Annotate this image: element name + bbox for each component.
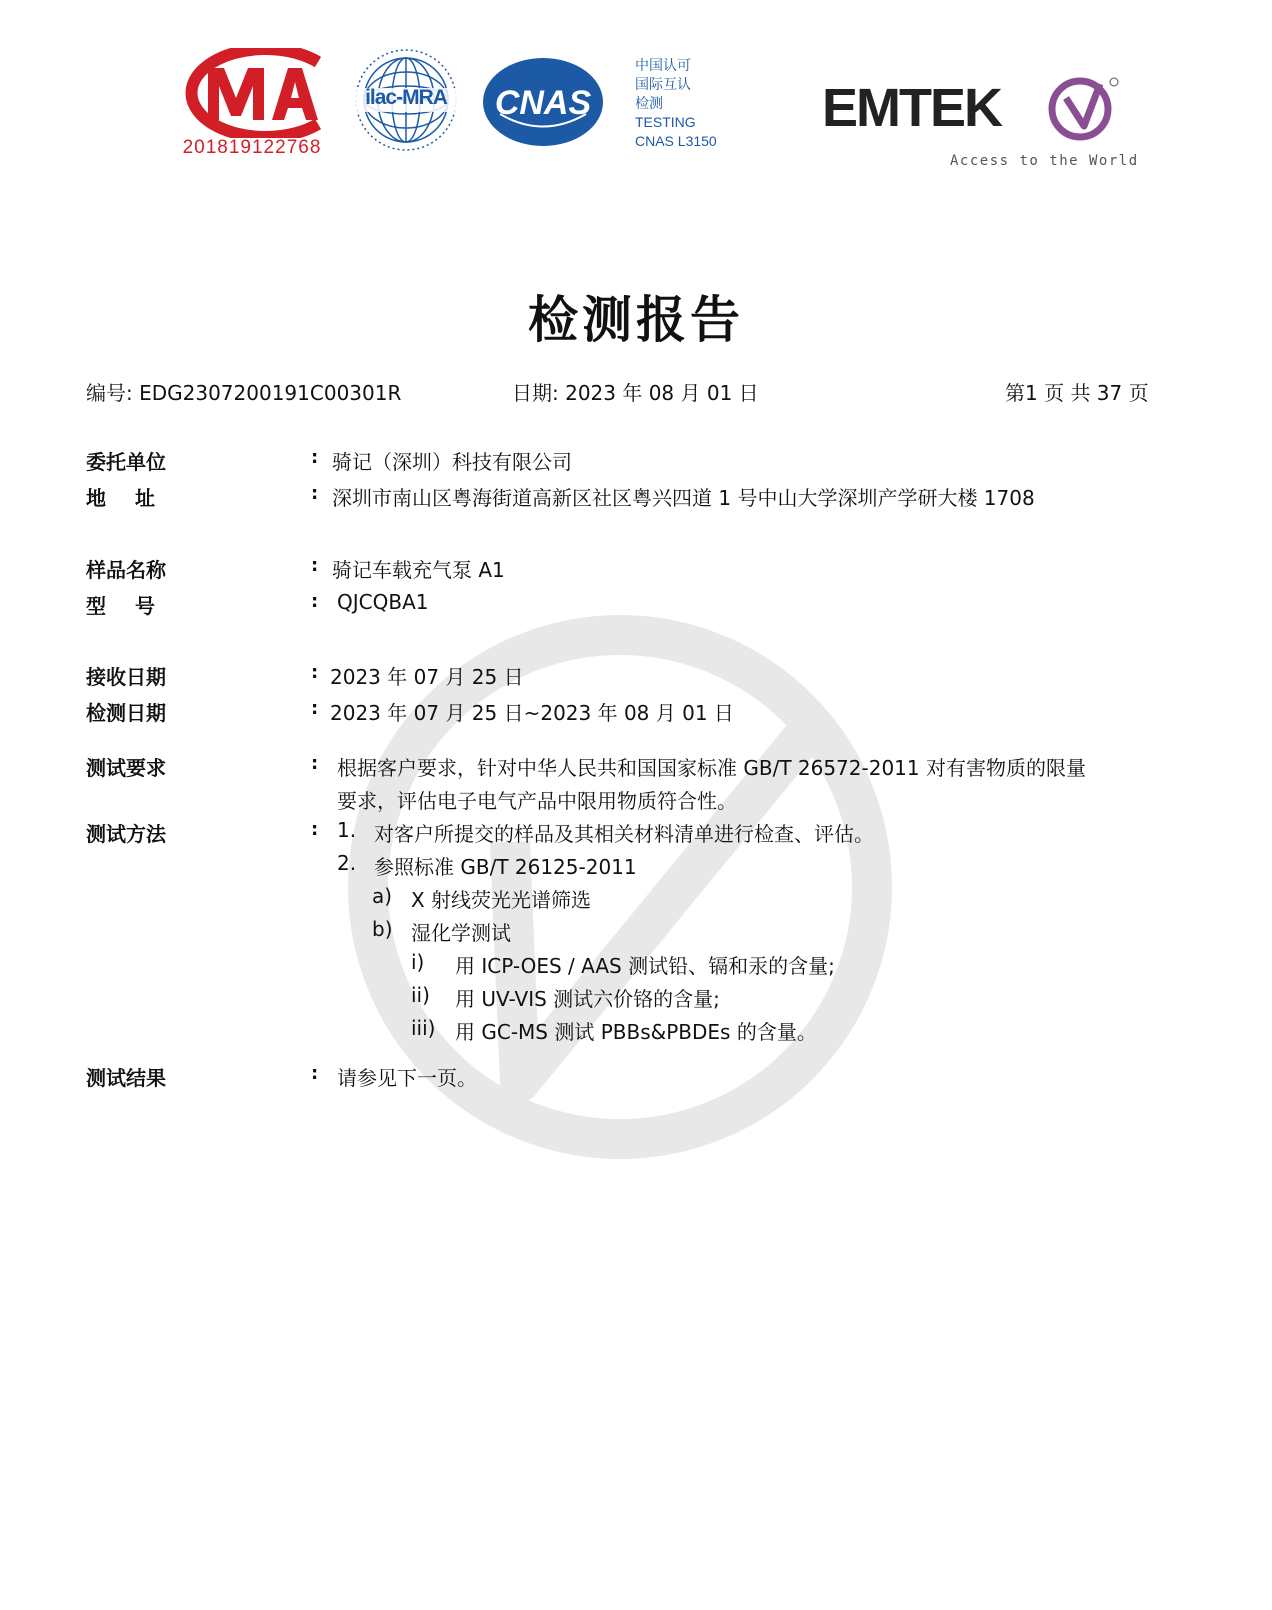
- method-subsubitem-number: i): [411, 950, 425, 974]
- ilac-mra-text: ilac-MRA: [365, 86, 447, 109]
- received-date-value: 2023 年 07 月 25 日: [330, 665, 524, 689]
- cnas-line: 检测: [635, 95, 663, 111]
- method-subsubitem-text: 用 ICP-OES / AAS 测试铅、镉和汞的含量;: [455, 954, 835, 978]
- cnas-emblem: [480, 54, 606, 150]
- test-requirement-line: 根据客户要求，针对中华人民共和国国家标准 GB/T 26572-2011 对有害物质的限量: [337, 756, 1086, 780]
- test-date-value: 2023 年 07 月 25 日~2023 年 08 月 01 日: [330, 701, 734, 725]
- method-subitem-text: 湿化学测试: [411, 921, 511, 945]
- test-requirement-line: 要求，评估电子电气产品中限用物质符合性。: [337, 789, 737, 813]
- cma-logo: [168, 48, 328, 142]
- model-label: 型号: [86, 594, 184, 618]
- test-result-value: 请参见下一页。: [337, 1066, 477, 1090]
- test-method-label: 测试方法: [86, 822, 166, 846]
- colon: :: [311, 591, 319, 612]
- colon: :: [311, 753, 319, 774]
- received-date-label: 接收日期: [86, 665, 166, 689]
- colon: :: [311, 555, 319, 576]
- method-subsubitem-number: iii): [411, 1016, 436, 1040]
- report-number: 编号: EDG2307200191C00301R: [86, 381, 402, 405]
- report-date: 日期: 2023 年 08 月 01 日: [512, 381, 759, 405]
- method-subitem-number: b): [372, 917, 393, 941]
- test-requirement-label: 测试要求: [86, 756, 166, 780]
- report-title: 检测报告: [528, 291, 744, 349]
- cnas-logo: [480, 54, 606, 154]
- cnas-line: 国际互认: [635, 76, 691, 92]
- method-subitem-text: X 射线荧光光谱筛选: [411, 888, 592, 912]
- cnas-line: TESTING: [635, 114, 696, 130]
- method-subsubitem-text: 用 GC-MS 测试 PBBs&PBDEs 的含量。: [455, 1020, 817, 1044]
- method-subitem-number: a): [372, 884, 393, 908]
- test-result-label: 测试结果: [86, 1066, 166, 1090]
- method-item-text: 参照标准 GB/T 26125-2011: [374, 855, 637, 879]
- method-item-number: 1.: [337, 818, 357, 842]
- svg-text:CNAS: CNAS: [494, 84, 592, 122]
- method-subsubitem-text: 用 UV-VIS 测试六价铬的含量;: [455, 987, 720, 1011]
- address-value: 深圳市南山区粤海街道高新区社区粤兴四道 1 号中山大学深圳产学研大楼 1708: [332, 486, 1035, 510]
- address-label: 地址: [86, 486, 184, 510]
- cma-number: 201819122768: [182, 137, 322, 158]
- colon: :: [311, 447, 319, 468]
- emtek-wordmark: [822, 74, 1122, 146]
- method-subsubitem-number: ii): [411, 983, 430, 1007]
- sample-name-label: 样品名称: [86, 558, 166, 582]
- colon: :: [311, 1063, 319, 1084]
- method-item-number: 2.: [337, 851, 357, 875]
- cnas-accreditation-text: [635, 56, 717, 151]
- page-number: 第1 页 共 37 页: [1005, 381, 1149, 405]
- colon: :: [311, 698, 319, 719]
- client-label: 委托单位: [86, 450, 166, 474]
- colon: :: [311, 819, 319, 840]
- emtek-logo: [822, 74, 1122, 150]
- sample-name-value: 骑记车载充气泵 A1: [332, 558, 505, 582]
- colon: :: [311, 662, 319, 683]
- svg-text:EMTEK: EMTEK: [822, 78, 1001, 138]
- cnas-line: 中国认可: [635, 57, 691, 73]
- client-value: 骑记（深圳）科技有限公司: [332, 450, 572, 474]
- cnas-line: CNAS L3150: [635, 133, 717, 149]
- model-value: QJCQBA1: [337, 590, 429, 614]
- colon: :: [311, 483, 319, 504]
- emtek-tagline: Access to the World: [950, 153, 1139, 169]
- cma-emblem: [168, 48, 328, 138]
- method-item-text: 对客户所提交的样品及其相关材料清单进行检查、评估。: [374, 822, 874, 846]
- test-date-label: 检测日期: [86, 701, 166, 725]
